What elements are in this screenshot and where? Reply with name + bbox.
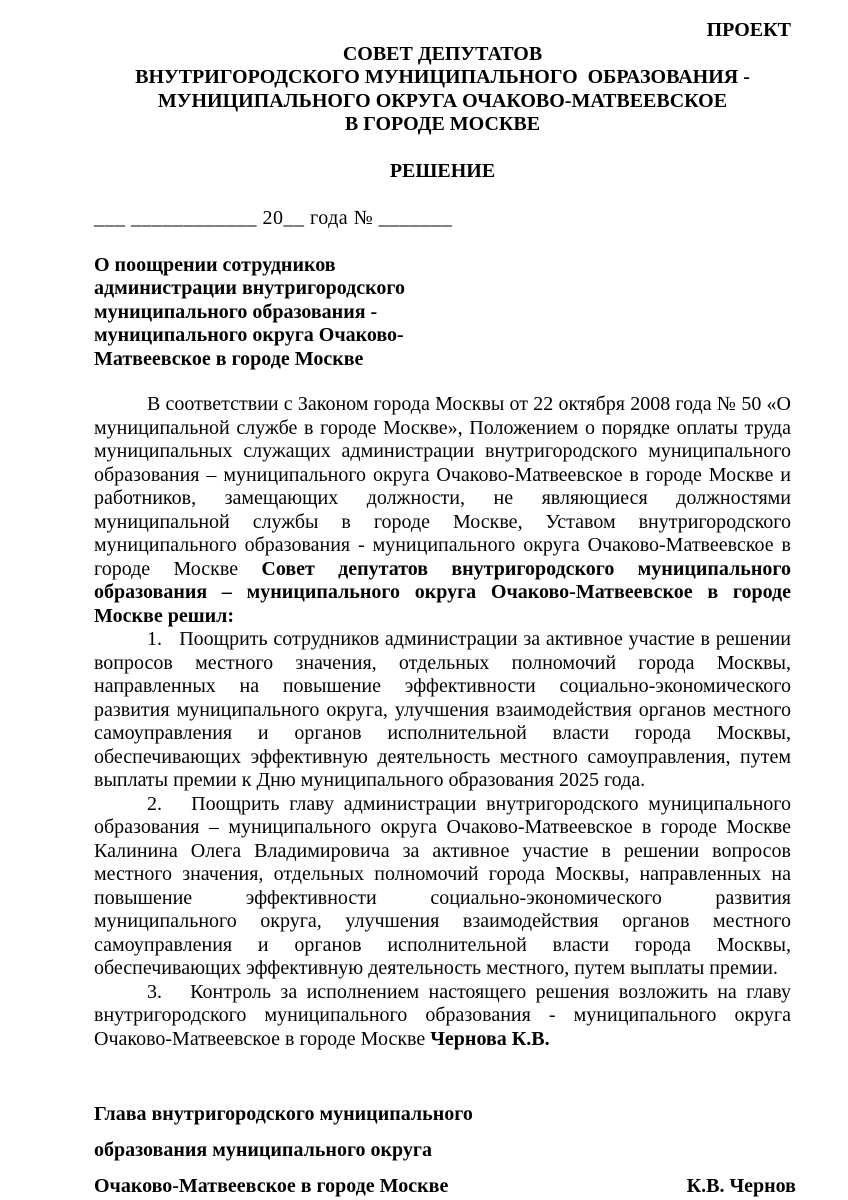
org-header	[94, 43, 791, 137]
subject-line-3: муниципального образования -	[94, 300, 378, 323]
resolution-item-1-text: 1. Поощрить сотрудников администрации за активное участие в решении вопросов местного значения, отдельных полномочий города Москвы, направленных на повышение эффективности социально-экономического развития муниципального округа, улучшения взаимодействия органов местного самоуправления и органов исполнительной власти города Москвы, обеспечивающих эффективную деятельность местного самоуправления, путем выплаты премии к Дню муниципального образования 2025 года.	[94, 628, 791, 791]
signatory-position-line-3: Очаково-Матвеевское в городе Москве	[94, 1175, 449, 1197]
signatory-position	[94, 1096, 473, 1200]
intro-resolution-clause: Совет депутатов внутригородского муниципального образования – муниципального округа Очаково-Матвеевское в городе Москве решил:	[94, 557, 791, 627]
subject-line-4: муниципального округа Очаково-	[94, 324, 404, 346]
intro-paragraph	[94, 393, 791, 628]
signatory-position-line-1: Глава внутригородского муниципального	[94, 1103, 473, 1125]
date-number-line: ___ ____________ 20__ года № _______	[94, 207, 453, 229]
subject-line-1: О поощрении сотрудников	[94, 253, 336, 276]
signatory-position-line-2: образования муниципального округа	[94, 1139, 432, 1161]
intro-text: В соответствии с Законом города Москвы от 22 октября 2008 года № 50 «О муниципальной службе в городе Москве», Положением о порядке оплаты труда муниципальных служащих администрации внутригородского муниципального образования – муниципального округа Очаково-Матвеевское в городе Москве и работников, замещающих должности, не являющиеся должностями муниципальной службы в городе Москве, Уставом внутригородского муниципального образования - муниципального округа Очаково-Матвеевское в городе Москве	[94, 393, 791, 580]
org-name-line-4: В ГОРОДЕ МОСКВЕ	[344, 113, 541, 135]
resolution-item-3	[94, 981, 791, 1052]
signature-block	[94, 1096, 796, 1200]
subject-block	[94, 254, 791, 372]
draft-label: ПРОЕКТ	[706, 19, 791, 41]
controller-name: Чернова К.В.	[430, 1027, 550, 1050]
org-name-line-1: СОВЕТ ДЕПУТАТОВ	[342, 42, 543, 65]
document-type-title: РЕШЕНИЕ	[389, 159, 496, 182]
subject-line-5: Матвеевское в городе Москве	[94, 347, 364, 370]
resolution-item-1	[94, 628, 791, 793]
subject-line-2: администрации внутригородского	[94, 277, 405, 299]
org-name-line-2: ВНУТРИГОРОДСКОГО МУНИЦИПАЛЬНОГО ОБРАЗОВАНИЯ -	[135, 66, 750, 88]
signatory-name: К.В. Чернов	[686, 1175, 796, 1197]
resolution-item-2-text: 2. Поощрить главу администрации внутригородского муниципального образования – муниципального округа Очаково-Матвеевское в городе Москве Калинина Олега Владимировича за активное участие в решении вопросов местного значения, отдельных полномочий города Москвы, направленных на повышение эффективности социально-экономического развития муниципального округа, улучшения взаимодействия органов местного самоуправления и органов исполнительной власти города Москвы, обеспечивающих эффективную деятельность местного, путем выплаты премии.	[94, 792, 791, 979]
resolution-item-2	[94, 793, 791, 981]
resolution-item-3-text: 3. Контроль за исполнением настоящего решения возложить на главу внутригородского муниципального образования - муниципального округа Очаково-Матвеевское в городе Москве	[94, 980, 791, 1050]
org-name-line-3: МУНИЦИПАЛЬНОГО ОКРУГА ОЧАКОВО-МАТВЕЕВСКОЕ	[157, 89, 728, 112]
